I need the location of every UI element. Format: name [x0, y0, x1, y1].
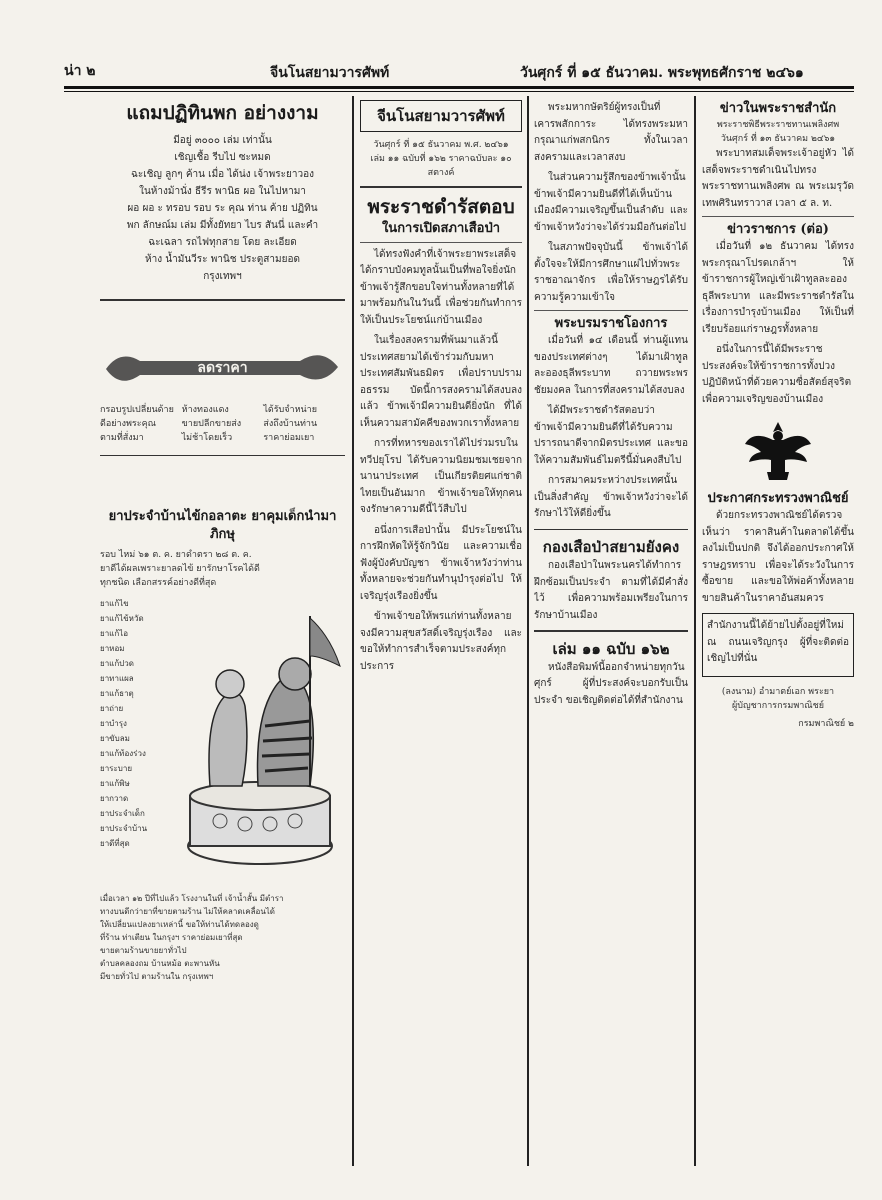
- divider: [360, 242, 522, 243]
- column-divider-2: [527, 96, 529, 1166]
- medicine-intro: [100, 548, 345, 590]
- medicine-item: ยาหอม: [100, 644, 125, 653]
- notice-title: ประกาศกระทรวงพาณิชย์: [707, 491, 849, 506]
- small-ad-cell: กรอบรูปเปลี่ยนด้าย: [100, 404, 174, 415]
- medicine-footer-line: เมื่อเวลา ๑๒ ปีที่ไปแล้ว โรงงานในที่ เจ้าน้ำสั้น มีตำรา: [100, 894, 284, 903]
- signature-line: (ลงนาม) อำมาตย์เอก พระยา: [721, 686, 835, 697]
- medicine-item: ยาแก้ไอ: [100, 629, 129, 638]
- small-ad-cell: ห้างทองแดง: [181, 404, 229, 415]
- paragraph: พระบาทสมเด็จพระเจ้าอยู่หัว ได้เสด็จพระราชดำเนินไปทรงพระราชทานเพลิงศพ ณ พระเมรุวัดเทพศิรินทราวาส เวลา ๕ ล. ท.: [702, 148, 854, 209]
- paragraph: เมื่อวันที่ ๑๔ เดือนนี้ ท่านผู้แทนของประเทศต่างๆ ได้มาเฝ้าทูลละอองธุลีพระบาท ถวายพระพรชัยมงคล ในการที่สงครามได้สงบลง: [534, 335, 688, 396]
- boxed-notice: [702, 613, 854, 677]
- paragraph: ด้วยกระทรวงพาณิชย์ได้ตรวจเห็นว่า ราคาสินค้าในตลาดได้ขึ้นลงไม่เป็นปกติ จึงได้ออกประกาศให้ราษฎรทราบ เพื่อจะได้ระวังในการซื้อขาย และขอให้พ่อค้าทั้งหลายขายสินค้าในราคาอันสมควร: [702, 510, 854, 604]
- header-date: วันศุกร์ ที่ ๑๕ ธันวาคม. พระพุทธศักราช ๒๔๖๑: [520, 65, 804, 81]
- left-column: [100, 100, 345, 1180]
- paragraph: เมื่อวันที่ ๑๒ ธันวาคม ได้ทรงพระกรุณาโปรดเกล้าฯ ให้ข้าราชการผู้ใหญ่เข้าเฝ้าทูลละอองธุลีพระบาท และมีพระราชดำรัสในเรื่องการบำรุงบ้านเมือง ให้เป็นที่เรียบร้อยแก่ราษฎรทั้งหลาย: [702, 241, 854, 335]
- medicine-item: ยาแก้ไข: [100, 599, 129, 608]
- medicine-item: ยาแก้พิษ: [100, 779, 130, 788]
- paragraph: ในส่วนความรู้สึกของข้าพเจ้านั้น ข้าพเจ้ามีความยินดีที่ได้เห็นบ้านเมืองมีความเจริญขึ้นเป็นลำดับ และข้าพเจ้าหวังว่าจะได้ร่วมมือกันต่อไป: [534, 172, 688, 233]
- divider: [100, 455, 345, 457]
- small-ad-cell: ได้รับจำหน่าย: [263, 404, 317, 415]
- advert-line: กรุงเทพฯ: [203, 271, 242, 282]
- medicine-advert: [100, 596, 345, 886]
- paragraph: หนังสือพิมพ์นี้ออกจำหน่ายทุกวันศุกร์ ผู้ที่ประสงค์จะบอกรับเป็นประจำ ขอเชิญติดต่อได้ที่สำนักงาน: [534, 661, 688, 706]
- court-news-subtitle: พระราชพิธีพระราชทานเพลิงศพ: [716, 120, 840, 130]
- medicine-line: ยาดีได้ผลเพราะยาลดไข้ ยารักษาโรคได้ดี: [100, 564, 260, 574]
- paragraph: สำนักงานนี้ได้ย้ายไปตั้งอยู่ที่ใหม่ ณ ถนนเจริญกรุง ผู้ที่จะติดต่อเชิญไปที่นั่น: [707, 620, 849, 664]
- advert-line: ผอ ผอ ะ ทรอบ รอบ ระ คุณ ท่าน ค้าย ปฏิทิน: [127, 203, 318, 214]
- paragraph: พระมหากษัตริย์ผู้ทรงเป็นที่เคารพสักการะ ได้ทรงพระมหากรุณาแก่พสกนิกร ทั้งในเวลาสงครามและเวลาสงบ: [534, 102, 688, 163]
- paragraph: ได้มีพระราชดำรัสตอบว่า ข้าพเจ้ามีความยินดีที่ได้รับความปรารถนาดีจากมิตรประเทศ และขอให้ความสัมพันธ์ไมตรีนี้มั่นคงสืบไป: [534, 405, 688, 466]
- divider: [534, 529, 688, 531]
- medicine-item: ยาประจำบ้าน: [100, 824, 148, 833]
- advert-line: ฉะเชิญ ลูกๆ ค้าน เมื่อ ได้น่ง เจ้าพระยาวอง: [131, 169, 314, 180]
- paragraph: ในเรื่องสงครามที่พ้นมาแล้วนี้ ประเทศสยามได้เข้าร่วมกับมหาประเทศสัมพันธมิตร เพื่อปราบปรามอธรรม บัดนี้การสงครามได้สงบลงแล้ว ข้าพเจ้ามีความยินดียิ่งนัก ที่ได้เห็นความสามัคคีของพวกเราทั้งหลาย: [360, 335, 522, 429]
- official-news-body: [702, 239, 854, 408]
- medicine-list: [100, 596, 170, 886]
- divider: [360, 186, 522, 188]
- divider: [534, 630, 688, 632]
- medicine-item: ยาแก้ไข้หวัด: [100, 614, 144, 623]
- medicine-item: ยาแก้ปวด: [100, 659, 134, 668]
- small-ad-cell: ราคาย่อมเยา: [263, 432, 315, 443]
- medicine-footer-line: มีขายทั่วไป ตามร้านใน กรุงเทพฯ: [100, 972, 214, 981]
- advert-line: พก ลักษณ์ม เล่ม มีทั้งยัทยา ไบร สันนี่ และคำ: [126, 220, 319, 231]
- promo-banner: [100, 339, 345, 397]
- paragraph: อนึ่งในการนี้ได้มีพระราชประสงค์จะให้ข้าราชการทั้งปวงปฏิบัติหน้าที่ด้วยความซื่อสัตย์สุจริต เพื่อความเจริญของบ้านเมือง: [702, 344, 852, 405]
- section-title-issue: เล่ม ๑๑ ฉบับ ๑๖๒: [552, 639, 670, 658]
- small-ad-cell: ขายปลีกขายส่ง: [181, 418, 242, 429]
- medicine-footer: [100, 892, 345, 983]
- small-ads-grid: [100, 403, 345, 445]
- article-subtitle: ในการเปิดสภาเสือป่า: [381, 220, 501, 236]
- right-column: [702, 100, 854, 1180]
- advert-line: ฉะเฉลา รถไฟทุกสาย โดย ละเอียด: [148, 237, 297, 248]
- medicine-footer-line: ตำบลคลองถม บ้านหม้อ ตะพานหัน: [100, 959, 220, 968]
- court-news-date: วันศุกร์ ที่ ๑๓ ธันวาคม ๒๔๖๑: [720, 134, 836, 144]
- divider: [534, 310, 688, 311]
- section-title-wild-tiger-corps: กองเสือป่าสยามยังคง: [542, 538, 680, 556]
- medicine-item: ยาถ่าย: [100, 704, 124, 713]
- issue-line-2: เล่ม ๑๑ ฉบับที่ ๑๖๒ ราคาฉบับละ ๑๐ สตางค์: [370, 154, 512, 178]
- medicine-line: รอบ ไหม่ ๖๑ ต. ค. ยาดำตรา ๒๘ ต. ค.: [100, 550, 252, 560]
- advert-line: เชิญเชื้อ รีบไป ซะหมด: [174, 152, 271, 163]
- small-ad-cell: ไม่ช้าโดยเร็ว: [181, 432, 233, 443]
- paragraph: ได้ทรงฟังคำที่เจ้าพระยาพระเสด็จได้กราบบังคมทูลนั้นเป็นที่พอใจยิ่งนัก ข้าพเจ้ารู้สึกขอบใจท่านทั้งหลายที่ได้มาพร้อมกันในวันนี้ เพื่อช่วยกันทำการให้เป็นประโยชน์แก่บ้านเมือง: [360, 248, 522, 326]
- garuda-emblem-icon: [743, 416, 813, 482]
- divider: [100, 299, 345, 301]
- medicine-title: ยาประจำบ้านไข้กอลาตะ ยาคุมเด็กนำมาภิกษุ: [108, 509, 337, 542]
- small-ad-cell: ดีอย่างพระคุณ: [100, 418, 156, 429]
- small-ad-cell: ส่งถึงบ้านท่าน: [263, 418, 318, 429]
- medicine-footer-line: ทางบนดีกว่ายาที่ขายตามร้าน ไม่ให้คลาดเคลื่อนได้: [100, 907, 276, 916]
- banner-label: ลดราคา: [197, 359, 248, 376]
- article-continued: [534, 100, 688, 306]
- paragraph: กองเสือป่าในพระนครได้ทำการฝึกซ้อมเป็นประจำ ตามที่ได้มีคำสั่งไว้ เพื่อความพร้อมเพรียงในการรักษาบ้านเมือง: [534, 560, 688, 621]
- medicine-item: ยาขับลม: [100, 734, 130, 743]
- medicine-item: ยาดีที่สุด: [100, 839, 130, 848]
- advert-line: ในห้างม้านั่ง ธีรีร พานิธ ผอ ในไปหามา: [139, 186, 306, 197]
- medicine-item: ยาแก้ท้องร่วง: [100, 749, 146, 758]
- medicine-item: ยาทาแผล: [100, 674, 134, 683]
- emblem: [702, 416, 854, 482]
- medicine-item: ยาบำรุง: [100, 719, 127, 728]
- medicine-item: ยาแก้ธาตุ: [100, 689, 134, 698]
- small-ad-cell: ตามที่สั่งมา: [100, 432, 144, 443]
- article-title: พระราชดำรัสตอบ: [367, 195, 515, 218]
- footer-line: กรมพาณิชย์ ๒: [798, 718, 854, 729]
- medicine-item: ยาประจำเด็ก: [100, 809, 145, 818]
- medicine-footer-line: ขายตามร้านขายยาทั่วไป: [100, 946, 187, 955]
- wild-tiger-corps-body: [534, 558, 688, 624]
- masthead: จีนโนสยามวารศัพท์: [377, 107, 505, 125]
- medicine-item: ยากวาด: [100, 794, 129, 803]
- section-title-royal-command: พระบรมราชโองการ: [554, 316, 668, 331]
- paragraph: การสมาคมระหว่างประเทศนั้นเป็นสิ่งสำคัญ ข้าพเจ้าหวังว่าจะได้รักษาไว้ให้ดียิ่งขึ้น: [534, 475, 688, 519]
- advert-line: ห้าง น้ำมันวีระ พานิช ประตูสามยอด: [145, 254, 300, 265]
- issue-notice-body: [534, 660, 688, 710]
- medicine-footer-line: ที่ร้าน ท่าเตียน ในกรุงฯ ราคาย่อมเยาที่สุด: [100, 933, 243, 942]
- paragraph: ข้าพเจ้าขอให้พรแก่ท่านทั้งหลาย จงมีความสุขสวัสดิ์เจริญรุ่งเรือง และขอให้ทำการสำเร็จตามประสงค์ทุกประการ: [360, 611, 522, 672]
- masthead-box: [360, 100, 522, 132]
- notice-body: [702, 508, 854, 607]
- paragraph: อนึ่งการเสือป่านั้น มีประโยชน์ในการฝึกหัดให้รู้จักวินัย และความเชื่อฟังผู้บังคับบัญชา ข้าพเจ้าหวังว่าท่านทั้งหลายจะช่วยกันทำนุบำรุงต่อไป ให้เจริญรุ่งเรืองยิ่งขึ้น: [360, 524, 522, 602]
- advert-line: มีอยู่ ๓๐๐๐ เล่ม เท่านั้น: [173, 135, 272, 146]
- court-news-body: [702, 146, 854, 212]
- medicine-footer-line: ให้เปลี่ยนแปลงยาเหล่านี้ ขอให้ท่านได้ทดลองดู: [100, 920, 259, 929]
- illustration: [170, 596, 345, 886]
- article-body: [360, 247, 522, 676]
- right-middle-column: [534, 100, 688, 1180]
- advert-body: [100, 132, 345, 285]
- medicine-line: ทุกชนิด เลือกสรรค์อย่างดีที่สุด: [100, 578, 217, 588]
- tiger-illustration-icon: [170, 596, 345, 886]
- page-number: น่า ๒: [64, 63, 96, 79]
- official-news-title: ข่าวราชการ (ต่อ): [727, 222, 829, 237]
- advert-title: แถมปฏิทินพก อย่างงาม: [126, 102, 319, 124]
- middle-column: [360, 100, 522, 1180]
- paper-running-title: จีนโนสยามวารศัพท์: [270, 65, 390, 81]
- issue-line-1: วันศุกร์ ที่ ๑๕ ธันวาคม พ.ศ. ๒๔๖๑: [373, 140, 509, 150]
- header-rule: [64, 86, 854, 89]
- paragraph: ในสภาพปัจจุบันนี้ ข้าพเจ้าได้ตั้งใจจะให้มีการศึกษาแผ่ไปทั่วพระราชอาณาจักร เพื่อให้ราษฎรได้รับความรู้ความเข้าใจ: [534, 242, 688, 303]
- royal-command-body: [534, 333, 688, 523]
- column-divider-1: [352, 96, 354, 1166]
- court-news-title: ข่าวในพระราชสำนัก: [719, 101, 837, 116]
- medicine-item: ยาระบาย: [100, 764, 133, 773]
- header-rule-thin: [64, 91, 854, 92]
- divider: [702, 216, 854, 217]
- column-divider-3: [694, 96, 696, 1166]
- signature-title: ผู้บัญชาการกรมพาณิชย์: [731, 700, 825, 711]
- paragraph: การที่ทหารของเราได้ไปร่วมรบในทวีปยุโรป ได้รับความนิยมชมเชยจากนานาประเทศ เป็นเกียรติยศแก่ชาติไทยเป็นอันมาก ข้าพเจ้าขอให้ทุกคนจงรักษาความดีนี้ไว้สืบไป: [360, 438, 522, 515]
